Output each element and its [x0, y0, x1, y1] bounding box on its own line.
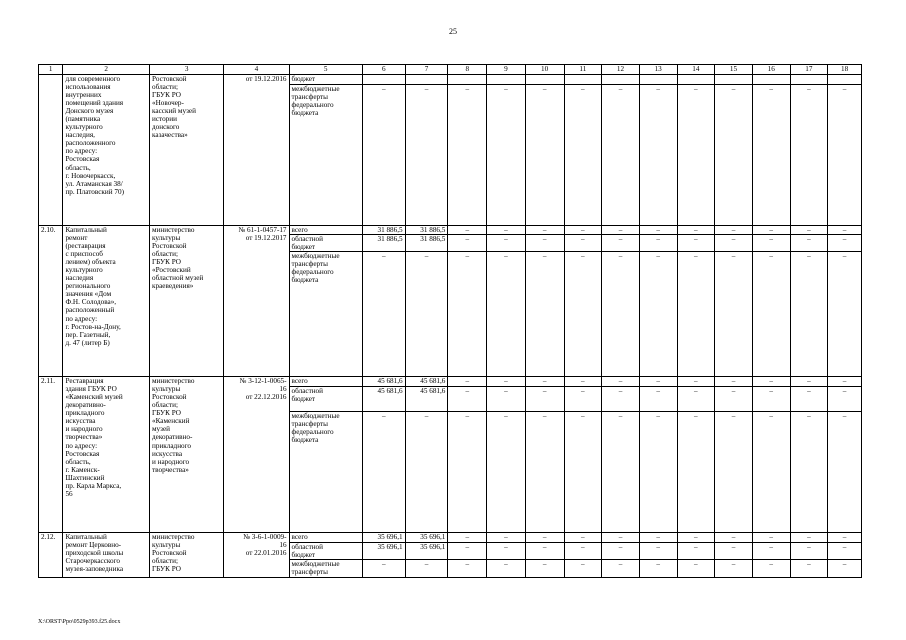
amount-cell	[677, 75, 715, 85]
amount-cell: –	[525, 235, 564, 252]
amount-cell: –	[639, 560, 677, 578]
amount-cell: –	[602, 387, 640, 412]
item-name: Реставрация здания ГБУК РО «Каменский музей декоративно- прикладного искусства и народного творчества» по адресу: Ростовская область, г. Каменск- Шахтинский пр. Карла Маркса, 56	[63, 377, 150, 533]
funding-source: всего	[289, 226, 362, 235]
table-row	[39, 377, 862, 387]
amount-cell: –	[525, 252, 564, 377]
amount-cell: –	[487, 560, 526, 578]
column-number-row	[39, 65, 862, 75]
amount-cell: 31 886,5	[405, 235, 448, 252]
amount-cell: –	[790, 560, 828, 578]
amount-cell: –	[677, 533, 715, 543]
amount-cell: 35 696,1	[362, 533, 405, 543]
amount-cell: –	[525, 85, 564, 226]
funding-source: областной бюджет	[289, 543, 362, 560]
amount-cell	[564, 75, 602, 85]
amount-cell: –	[448, 412, 487, 533]
amount-cell: –	[448, 377, 487, 387]
amount-cell: –	[828, 85, 862, 226]
responsible-organization: министерство культуры Ростовской области; ГБУК РО «Ростовский областной музей краеведения»	[150, 226, 224, 377]
amount-cell: –	[715, 560, 753, 578]
amount-cell: –	[715, 543, 753, 560]
amount-cell: –	[790, 252, 828, 377]
item-number	[39, 75, 63, 226]
amount-cell: –	[487, 533, 526, 543]
amount-cell: –	[564, 543, 602, 560]
amount-cell	[448, 75, 487, 85]
amount-cell: –	[362, 252, 405, 377]
amount-cell: –	[677, 252, 715, 377]
amount-cell: –	[487, 252, 526, 377]
amount-cell: –	[639, 226, 677, 235]
amount-cell: –	[639, 85, 677, 226]
amount-cell: –	[564, 377, 602, 387]
amount-cell: 35 696,1	[362, 543, 405, 560]
amount-cell: 31 886,5	[362, 235, 405, 252]
amount-cell: –	[525, 226, 564, 235]
funding-source: межбюджетные трансферты	[289, 560, 362, 578]
amount-cell: –	[790, 533, 828, 543]
item-name: для современного использования внутренних помещений здания Донского музея (памятника культурного наследия, расположенного по адресу: Ростовская область, г. Новочеркасск, ул. Атаманская 38/ пр. Платовский 70)	[63, 75, 150, 226]
amount-cell: –	[525, 377, 564, 387]
amount-cell: –	[639, 387, 677, 412]
amount-cell: –	[525, 560, 564, 578]
amount-cell: –	[602, 226, 640, 235]
amount-cell: 45 681,6	[405, 377, 448, 387]
document-reference: № 61-1-0457-17 от 19.12.2017	[224, 226, 289, 377]
amount-cell: –	[564, 252, 602, 377]
amount-cell: –	[790, 543, 828, 560]
responsible-organization: Ростовской области; ГБУК РО «Новочер- касский музей истории донского казачества»	[150, 75, 224, 226]
document-reference: № 3-6-1-0009- 16 от 22.01.2016	[224, 533, 289, 578]
table-row	[39, 75, 862, 85]
amount-cell: –	[752, 412, 790, 533]
funding-source: межбюджетные трансферты федерального бюджета	[289, 412, 362, 533]
amount-cell: –	[677, 412, 715, 533]
amount-cell	[487, 75, 526, 85]
item-number: 2.12.	[39, 533, 63, 578]
column-header: 7	[405, 65, 448, 75]
amount-cell: –	[448, 387, 487, 412]
column-header: 4	[224, 65, 289, 75]
amount-cell: –	[602, 85, 640, 226]
amount-cell: –	[752, 226, 790, 235]
budget-table	[38, 64, 862, 578]
amount-cell: –	[564, 560, 602, 578]
column-header: 17	[790, 65, 828, 75]
amount-cell: –	[602, 412, 640, 533]
amount-cell: –	[790, 387, 828, 412]
amount-cell: –	[405, 412, 448, 533]
amount-cell: –	[564, 85, 602, 226]
amount-cell	[715, 75, 753, 85]
amount-cell: –	[677, 226, 715, 235]
funding-source: областной бюджет	[289, 235, 362, 252]
amount-cell: –	[677, 387, 715, 412]
amount-cell: –	[639, 235, 677, 252]
amount-cell: –	[448, 543, 487, 560]
amount-cell	[639, 75, 677, 85]
amount-cell: –	[752, 387, 790, 412]
amount-cell: –	[828, 235, 862, 252]
amount-cell: –	[828, 226, 862, 235]
document-reference: от 19.12.2016	[224, 75, 289, 226]
amount-cell: –	[487, 387, 526, 412]
amount-cell: 31 886,5	[405, 226, 448, 235]
amount-cell: –	[677, 543, 715, 560]
amount-cell: –	[752, 252, 790, 377]
amount-cell: –	[487, 235, 526, 252]
amount-cell: –	[752, 377, 790, 387]
amount-cell: 45 681,6	[405, 387, 448, 412]
amount-cell: –	[639, 543, 677, 560]
column-header: 14	[677, 65, 715, 75]
responsible-organization: министерство культуры Ростовской области; ГБУК РО «Каменский музей декоративно- прикладного искусства и народного творчества»	[150, 377, 224, 533]
amount-cell: –	[790, 235, 828, 252]
amount-cell: –	[564, 226, 602, 235]
column-header: 3	[150, 65, 224, 75]
amount-cell: –	[362, 85, 405, 226]
amount-cell: –	[487, 543, 526, 560]
amount-cell: –	[715, 226, 753, 235]
amount-cell: –	[715, 377, 753, 387]
amount-cell: –	[715, 252, 753, 377]
amount-cell: 45 681,6	[362, 387, 405, 412]
amount-cell: –	[828, 560, 862, 578]
amount-cell: –	[790, 226, 828, 235]
amount-cell: 35 696,1	[405, 543, 448, 560]
amount-cell	[362, 75, 405, 85]
column-header: 5	[289, 65, 362, 75]
column-header: 10	[525, 65, 564, 75]
amount-cell: –	[828, 543, 862, 560]
amount-cell: –	[715, 235, 753, 252]
amount-cell: –	[487, 85, 526, 226]
amount-cell: –	[602, 533, 640, 543]
responsible-organization: министерство культуры Ростовской области; ГБУК РО	[150, 533, 224, 578]
amount-cell: –	[362, 412, 405, 533]
amount-cell: –	[525, 543, 564, 560]
amount-cell: –	[639, 412, 677, 533]
column-header: 18	[828, 65, 862, 75]
amount-cell: –	[525, 387, 564, 412]
amount-cell: –	[525, 533, 564, 543]
amount-cell: –	[448, 226, 487, 235]
amount-cell: –	[487, 412, 526, 533]
item-number: 2.10.	[39, 226, 63, 377]
amount-cell: –	[677, 235, 715, 252]
amount-cell: –	[752, 235, 790, 252]
amount-cell: –	[448, 252, 487, 377]
amount-cell: –	[677, 377, 715, 387]
amount-cell	[790, 75, 828, 85]
amount-cell: –	[715, 412, 753, 533]
amount-cell: –	[828, 377, 862, 387]
column-header: 11	[564, 65, 602, 75]
amount-cell: –	[790, 85, 828, 226]
amount-cell: –	[602, 377, 640, 387]
amount-cell: –	[828, 533, 862, 543]
item-name: Капитальный ремонт (реставрация с приспособ лением) объекта культурного наследия регионального значения «Дом Ф.Н. Солодова», расположенный по адресу: г. Ростов-на-Дону, пер. Газетный, д. 47 (литер Б)	[63, 226, 150, 377]
amount-cell: –	[790, 377, 828, 387]
funding-source: межбюджетные трансферты федерального бюджета	[289, 252, 362, 377]
amount-cell: –	[752, 560, 790, 578]
column-header: 8	[448, 65, 487, 75]
amount-cell: –	[752, 533, 790, 543]
amount-cell: 45 681,6	[362, 377, 405, 387]
funding-source: межбюджетные трансферты федерального бюджета	[289, 85, 362, 226]
item-name: Капитальный ремонт Церковно- приходской школы Старочеркасского музея-заповедника	[63, 533, 150, 578]
amount-cell: –	[602, 543, 640, 560]
amount-cell: –	[448, 235, 487, 252]
funding-source: всего	[289, 533, 362, 543]
amount-cell: –	[362, 560, 405, 578]
amount-cell: –	[828, 412, 862, 533]
amount-cell: –	[677, 560, 715, 578]
amount-cell: –	[564, 412, 602, 533]
column-header: 15	[715, 65, 753, 75]
page-number: 25	[449, 27, 457, 36]
amount-cell: –	[405, 560, 448, 578]
column-header: 6	[362, 65, 405, 75]
amount-cell: –	[564, 387, 602, 412]
column-header: 1	[39, 65, 63, 75]
funding-source: бюджет	[289, 75, 362, 85]
amount-cell: –	[752, 85, 790, 226]
document-reference: № 3-12-1-0065- 16 от 22.12.2016	[224, 377, 289, 533]
amount-cell: –	[715, 533, 753, 543]
amount-cell: –	[790, 412, 828, 533]
footer-file-path: X:\ORST\Ppo\0529p393.f25.docx	[38, 619, 121, 625]
amount-cell	[828, 75, 862, 85]
amount-cell: –	[405, 252, 448, 377]
amount-cell: –	[639, 252, 677, 377]
column-header: 16	[752, 65, 790, 75]
amount-cell: –	[752, 543, 790, 560]
amount-cell: –	[564, 533, 602, 543]
funding-source: всего	[289, 377, 362, 387]
amount-cell: –	[487, 377, 526, 387]
item-number: 2.11.	[39, 377, 63, 533]
amount-cell: –	[564, 235, 602, 252]
amount-cell: –	[639, 377, 677, 387]
funding-source: областной бюджет	[289, 387, 362, 412]
column-header: 9	[487, 65, 526, 75]
amount-cell: –	[602, 252, 640, 377]
column-header: 13	[639, 65, 677, 75]
amount-cell: –	[448, 85, 487, 226]
amount-cell	[525, 75, 564, 85]
amount-cell	[602, 75, 640, 85]
table-row	[39, 226, 862, 235]
column-header: 12	[602, 65, 640, 75]
column-header: 2	[63, 65, 150, 75]
amount-cell: –	[405, 85, 448, 226]
amount-cell: –	[828, 252, 862, 377]
amount-cell: –	[828, 387, 862, 412]
amount-cell: –	[677, 85, 715, 226]
amount-cell: –	[448, 560, 487, 578]
amount-cell: –	[602, 560, 640, 578]
amount-cell: 35 696,1	[405, 533, 448, 543]
amount-cell: –	[602, 235, 640, 252]
amount-cell: –	[487, 226, 526, 235]
amount-cell: 31 886,5	[362, 226, 405, 235]
amount-cell: –	[715, 85, 753, 226]
amount-cell: –	[525, 412, 564, 533]
amount-cell: –	[639, 533, 677, 543]
table-row	[39, 533, 862, 543]
amount-cell: –	[448, 533, 487, 543]
amount-cell	[752, 75, 790, 85]
amount-cell: –	[715, 387, 753, 412]
amount-cell	[405, 75, 448, 85]
